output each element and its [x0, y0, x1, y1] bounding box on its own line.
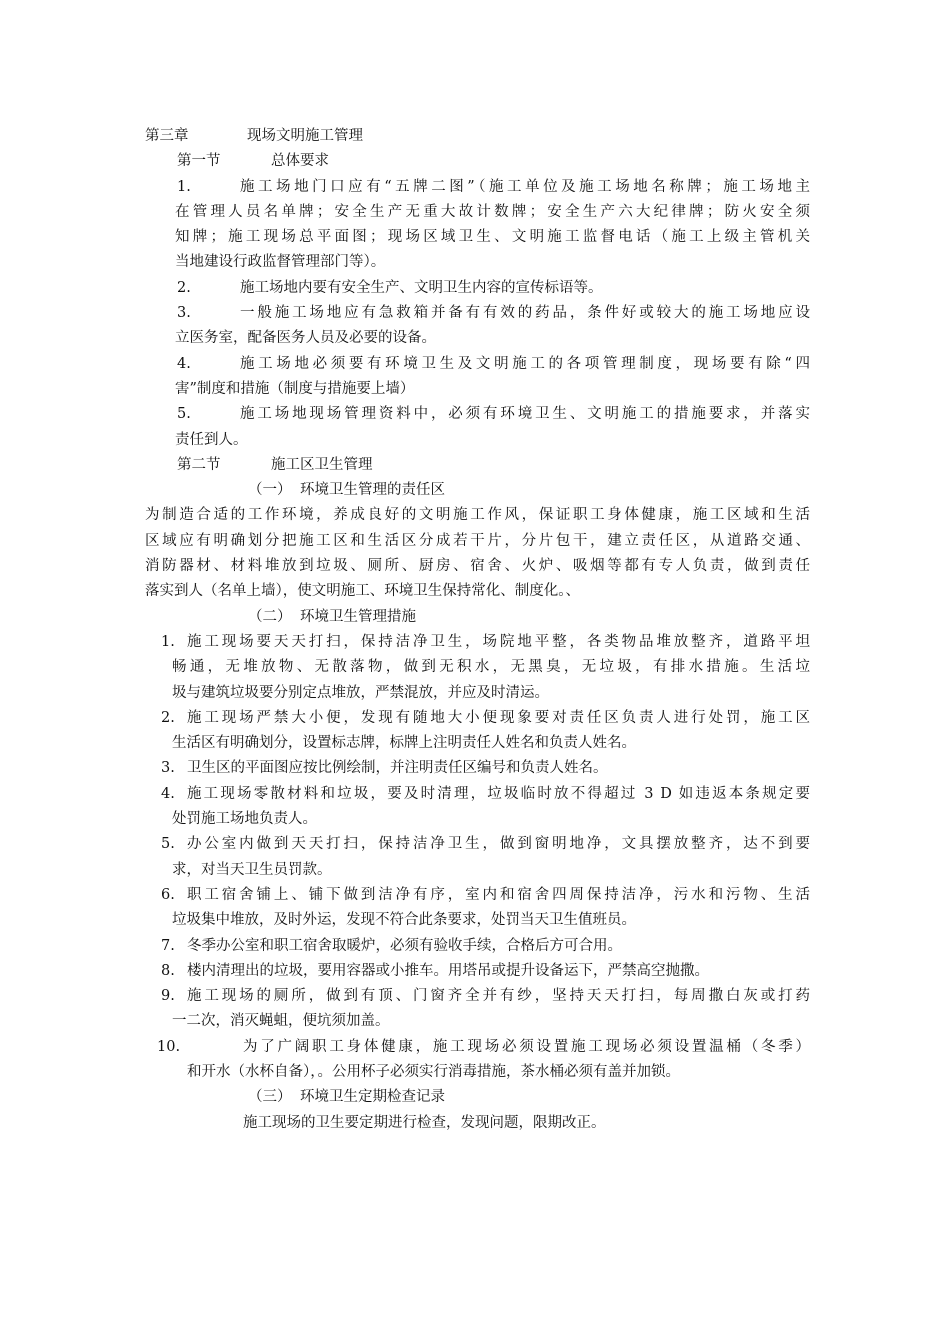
list-item-number: 1.	[161, 633, 175, 650]
paragraph-text: 为制造合适的工作环境，养成良好的文明施工作风，保证职工身体健康，施工区域和生活	[145, 507, 810, 524]
list-item-line	[145, 934, 810, 959]
list-item-line	[145, 908, 810, 933]
list-item-text: 施工场地现场管理资料中，必须有环境卫生、文明施工的措施要求，并落实	[240, 406, 810, 423]
list-item-text: 畅通，无堆放物、无散落物，做到无积水，无黑臭，无垃圾，有排水措施。生活垃	[172, 659, 810, 676]
list-item-number: 6.	[161, 886, 175, 903]
list-item	[145, 984, 810, 1035]
list-item-number: 5.	[177, 406, 191, 423]
list-item-text: 卫生区的平面图应按比例绘制，并注明责任区编号和负责人姓名。	[187, 760, 608, 777]
list-item-text: 冬季办公室和职工宿舍取暖炉，必须有验收手续，合格后方可合用。	[187, 937, 622, 954]
list-item-text: 办公室内做到天天打扫，保持洁净卫生，做到窗明地净，文具摆放整齐，达不到要	[187, 836, 810, 853]
list-item	[145, 832, 810, 883]
list-item	[145, 301, 810, 352]
list-item	[145, 175, 810, 276]
subsection-title: 环境卫生管理措施	[300, 608, 416, 625]
list-item-number: 5.	[161, 836, 175, 853]
list-item-text: 处罚施工场地负责人。	[172, 811, 317, 828]
list-item-line	[145, 175, 810, 200]
list-item-text: 和开水（水杯自备），。公用杯子必须实行消毒措施，茶水桶必须有盖并加锁。	[187, 1063, 680, 1080]
list-item-line	[145, 681, 810, 706]
subsection-title: 环境卫生定期检查记录	[300, 1089, 445, 1106]
chapter-title: 现场文明施工管理	[247, 128, 363, 144]
list-item-text: 一般施工场地应有急救箱并备有有效的药品，条件好或较大的施工场地应设	[240, 305, 810, 322]
list-item-line	[145, 655, 810, 680]
list-item	[145, 1035, 810, 1086]
list-item-number: 7.	[161, 937, 175, 954]
list-item-text: 生活区有明确划分，设置标志牌，标牌上注明责任人姓名和负责人姓名。	[172, 735, 636, 752]
list-item-line	[145, 428, 810, 453]
list-item-number: 4.	[161, 785, 175, 802]
list-item	[145, 782, 810, 833]
section-number: 第二节	[177, 456, 221, 473]
list-item	[145, 630, 810, 706]
list-item-number: 2.	[177, 279, 191, 296]
list-item-line	[145, 250, 810, 275]
section-heading-1	[145, 149, 810, 174]
inspection-paragraph: 施工现场的卫生要定期进行检查，发现问题，限期改正。	[243, 1114, 606, 1131]
list-item	[145, 756, 810, 781]
list-item-line	[145, 782, 810, 807]
list-item-text: 当地建设行政监督管理部门等）。	[175, 254, 386, 271]
list-item-number: 4.	[177, 355, 191, 372]
list-item-text: 圾与建筑垃圾要分别定点堆放，严禁混放，并应及时清运。	[172, 684, 549, 701]
chapter-number: 第三章	[145, 128, 189, 144]
list-item-line	[145, 807, 810, 832]
list-item-line	[145, 984, 810, 1009]
list-item-number: 10.	[157, 1038, 181, 1055]
list-item-line	[145, 200, 810, 225]
list-item-line	[145, 630, 810, 655]
list-item-line	[145, 276, 810, 301]
list-item-text: 楼内清理出的垃圾，要用容器或小推车。用塔吊或提升设备运下，严禁高空抛撒。	[187, 962, 709, 979]
list-item-text: 在管理人员名单牌；安全生产无重大故计数牌；安全生产六大纪律牌；防火安全须	[175, 203, 810, 220]
section-title: 施工区卫生管理	[271, 456, 373, 473]
subsection-number: （三）	[248, 1089, 292, 1106]
list-item-text: 责任到人。	[175, 431, 248, 448]
list-item-text: 为了广阔职工身体健康，施工现场必须设置施工现场必须设置温桶（冬季）	[243, 1038, 810, 1055]
list-item-text: 施工现场严禁大小便，发现有随地大小便现象要对责任区负责人进行处罚，施工区	[187, 709, 810, 726]
list-item	[145, 959, 810, 984]
list-item-text: 施工场地内要有安全生产、文明卫生内容的宣传标语等。	[240, 279, 603, 296]
subsection-heading-3	[145, 1085, 810, 1110]
paragraph-text: 区域应有明确划分把施工区和生活区分成若干片，分片包干，建立责任区，从道路交通、	[145, 532, 810, 549]
subsection-number: （二）	[248, 608, 292, 625]
list-item-text: 害”制度和措施（制度与措施要上墙）	[175, 380, 415, 397]
list-item-line	[145, 326, 810, 351]
paragraph-line	[145, 579, 810, 604]
list-item	[145, 352, 810, 403]
list-item-line	[145, 1035, 810, 1060]
list-item	[145, 934, 810, 959]
paragraph-line	[145, 529, 810, 554]
list-item-line	[145, 402, 810, 427]
section-title: 总体要求	[271, 153, 329, 170]
paragraph-line	[145, 503, 810, 528]
list-item-text: 施工现场零散材料和垃圾，要及时清理，垃圾临时放不得超过 3 D 如违返本条规定要	[187, 785, 810, 802]
subsection-heading-1	[145, 478, 810, 503]
list-item-text: 求，对当天卫生员罚款。	[172, 861, 332, 878]
list-item-number: 3.	[161, 760, 175, 777]
list-item	[145, 276, 810, 301]
list-item-line	[145, 858, 810, 883]
list-item-text: 知牌；施工现场总平面图；现场区域卫生、文明施工监督电话（施工上级主管机关	[175, 229, 810, 246]
section-heading-2	[145, 453, 810, 478]
list-item-number: 2.	[161, 709, 175, 726]
section1-list	[145, 175, 810, 453]
list-item-line	[145, 706, 810, 731]
list-item-text: 施工现场要天天打扫，保持洁净卫生，场院地平整，各类物品堆放整齐，道路平坦	[187, 633, 810, 650]
list-item-text: 施工场地必须要有环境卫生及文明施工的各项管理制度，现场要有除“四	[240, 355, 810, 372]
list-item-text: 施工场地门口应有“五牌二图”（施工单位及施工场地名称牌；施工场地主	[240, 178, 810, 195]
list-item-line	[145, 959, 810, 984]
list-item-line	[145, 377, 810, 402]
list-item-line	[145, 225, 810, 250]
paragraph-text: 落实到人（名单上墙），使文明施工、环境卫生保持常化、制度化。、	[145, 583, 580, 600]
list-item	[145, 402, 810, 453]
list-item-text: 施工现场的厕所，做到有顶、门窗齐全并有纱，坚持天天打扫，每周撒白灰或打药	[187, 988, 810, 1005]
document-body	[145, 124, 810, 1136]
list-item-number: 8.	[161, 962, 175, 979]
measures-list	[145, 630, 810, 1085]
list-item-number: 1.	[177, 178, 191, 195]
list-item-line	[145, 301, 810, 326]
list-item-text: 职工宿舍铺上、铺下做到洁净有序，室内和宿舍四周保持洁净，污水和污物、生活	[187, 886, 810, 903]
list-item-text: 垃圾集中堆放，及时外运，发现不符合此条要求，处罚当天卫生值班员。	[172, 912, 636, 929]
responsibility-paragraph	[145, 503, 810, 604]
paragraph-line	[145, 554, 810, 579]
subsection-heading-2	[145, 605, 810, 630]
subsection-number: （一）	[248, 482, 292, 499]
list-item-text: 立医务室，配备医务人员及必要的设备。	[175, 330, 436, 347]
paragraph-text: 消防器材、材料堆放到垃圾、厕所、厨房、宿舍、火炉、吸烟等都有专人负责，做到责任	[145, 558, 810, 575]
list-item-line	[145, 832, 810, 857]
list-item-line	[145, 883, 810, 908]
list-item	[145, 706, 810, 757]
list-item-line	[145, 756, 810, 781]
list-item-text: 一二次，消灭蝇蛆，便坑须加盖。	[172, 1013, 390, 1030]
section-number: 第一节	[177, 153, 221, 170]
list-item-line	[145, 731, 810, 756]
subsection-title: 环境卫生管理的责任区	[300, 482, 445, 499]
list-item-line	[145, 352, 810, 377]
list-item-line	[145, 1060, 810, 1085]
list-item	[145, 883, 810, 934]
list-item-line	[145, 1009, 810, 1034]
list-item-number: 3.	[177, 305, 191, 322]
list-item-number: 9.	[161, 988, 175, 1005]
chapter-heading	[145, 124, 810, 149]
